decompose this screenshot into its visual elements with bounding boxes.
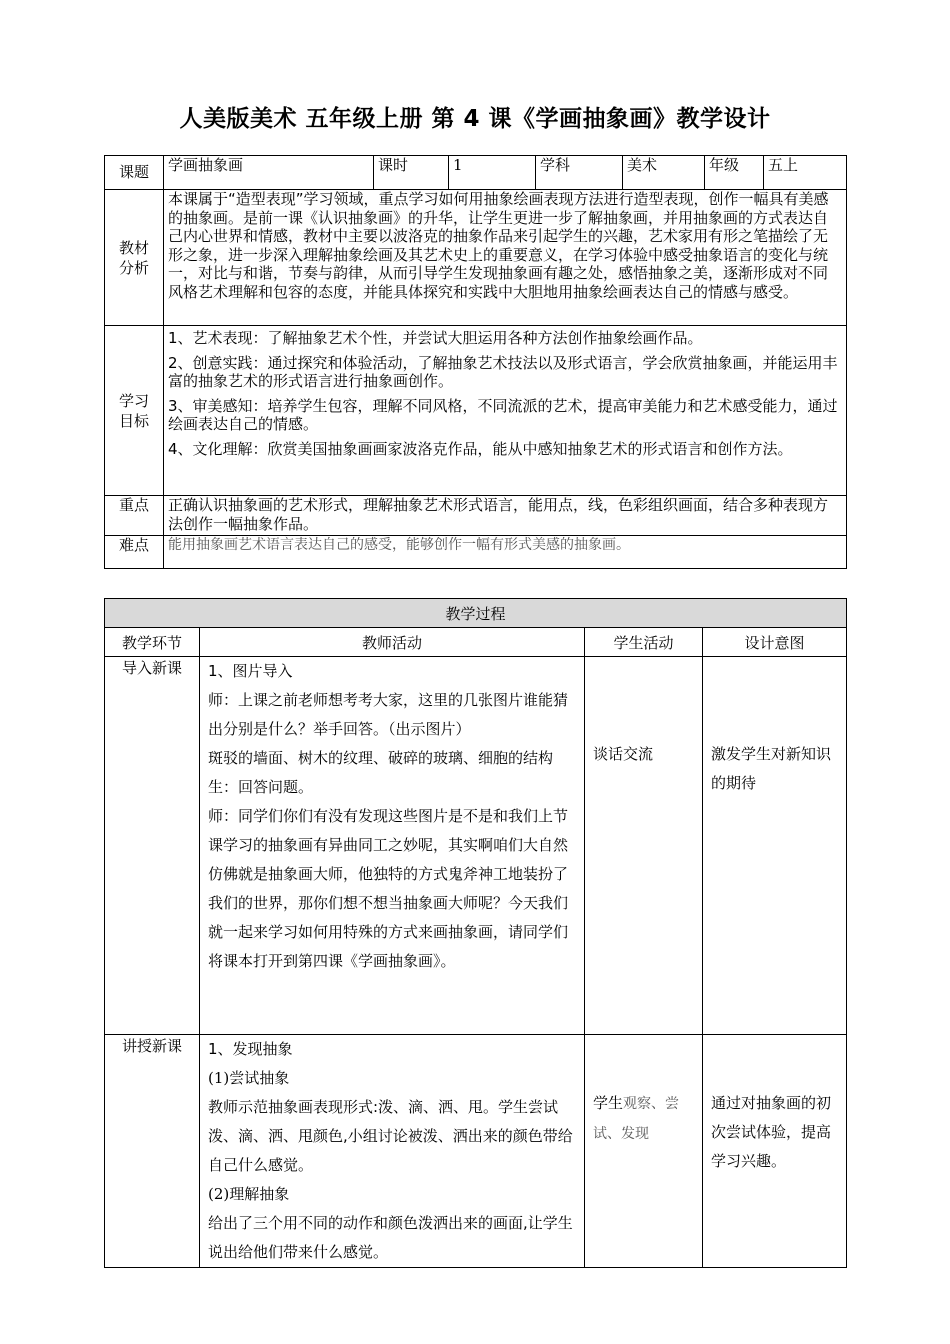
student-activity: 学生观察、尝试、发现 (585, 1035, 703, 1268)
key-label: 重点 (105, 496, 164, 536)
info-table (104, 155, 847, 569)
column-header: 教师活动 (200, 628, 585, 657)
student-activity: 谈话交流 (585, 657, 703, 1035)
stage-cell: 导入新课 (105, 657, 200, 1035)
teacher-line: (2)理解抽象 (208, 1185, 290, 1203)
teacher-line: 1、发现抽象 (208, 1040, 293, 1058)
column-header: 学生活动 (585, 628, 703, 657)
difficulty-text: 能用抽象画艺术语言表达自己的感受，能够创作一幅有形式美感的抽象画。 (164, 536, 847, 569)
column-header: 教学环节 (105, 628, 200, 657)
grade-label: 年级 (705, 156, 764, 190)
subject-label: 学科 (536, 156, 623, 190)
teacher-line: 师：上课之前老师想考考大家，这里的几张图片谁能猜出分别是什么？举手回答。（出示图片） (208, 691, 569, 738)
process-table (104, 598, 847, 1268)
teacher-line: 师：同学们你们有没有发现这些图片是不是和我们上节课学习的抽象画有异曲同工之妙呢，其实啊咱们大自然仿佛就是抽象画大师，他独特的方式鬼斧神工地装扮了我们的世界，那你们想不想当抽象画大师呢？今天我们就一起来学习如何用特殊的方式来画抽象画，请同学们将课本打开到第四课《学画抽象画》。 (208, 807, 569, 970)
teacher-line: (1)尝试抽象 (208, 1069, 290, 1087)
goals-label: 学习目标 (105, 326, 164, 496)
teacher-line: 生：回答问题。 (208, 778, 314, 796)
goal-item: 4、文化理解：欣赏美国抽象画画家波洛克作品，能从中感知抽象艺术的形式语言和创作方法。 (168, 439, 793, 458)
teacher-activity (200, 657, 585, 1035)
analysis-text: 本课属于“造型表现”学习领域，重点学习如何用抽象绘画表现方法进行造型表现，创作一幅具有美感的抽象画。是前一课《认识抽象画》的升华，让学生更进一步了解抽象画，并用抽象画的方式表达自己内心世界和情感，教材中主要以波洛克的抽象作品来引起学生的兴趣，艺术家用有形之笔描绘了无形之象，进一步深入理解抽象绘画及其艺术史上的重要意义，在学习体验中感受抽象语言的变化与统一，对比与和谐，节奏与韵律，从而引导学生发现抽象画有趣之处，感悟抽象之美，逐渐形成对不同风格艺术理解和包容的态度，并能具体探究和实践中大胆地用抽象绘画表达自己的情感与感受。 (164, 190, 847, 326)
grade-value: 五上 (764, 156, 847, 190)
column-header: 设计意图 (703, 628, 847, 657)
teacher-line: 1、图片导入 (208, 662, 293, 680)
teacher-line: 教师示范抽象画表现形式:泼、滴、洒、甩。学生尝试泼、滴、洒、甩颜色,小组讨论被泼、洒出来的颜色带给自己什么感觉。 (208, 1098, 573, 1174)
goal-item: 3、审美感知：培养学生包容，理解不同风格，不同流派的艺术，提高审美能力和艺术感受能力，通过绘画表达自己的情感。 (168, 396, 838, 433)
key-text: 正确认识抽象画的艺术形式，理解抽象艺术形式语言，能用点，线，色彩组织画面，结合多种表现方法创作一幅抽象作品。 (164, 496, 847, 536)
page-title: 人美版美术 五年级上册 第 4 课《学画抽象画》教学设计 (179, 106, 771, 132)
analysis-label: 教材分析 (105, 190, 164, 326)
hours-label: 课时 (374, 156, 449, 190)
goal-item: 2、创意实践：通过探究和体验活动，了解抽象艺术技法以及形式语言，学会欣赏抽象画，并能运用丰富的抽象艺术的形式语言进行抽象画创作。 (168, 353, 838, 390)
goal-item: 1、艺术表现：了解抽象艺术个性，并尝试大胆运用各种方法创作抽象绘画作品。 (168, 329, 703, 347)
topic-value: 学画抽象画 (164, 156, 374, 190)
subject-value: 美术 (623, 156, 705, 190)
design-intent: 通过对抽象画的初次尝试体验，提高学习兴趣。 (703, 1035, 847, 1268)
goals-list (164, 326, 847, 496)
teacher-line: 斑驳的墙面、树木的纹理、破碎的玻璃、细胞的结构 (208, 749, 554, 767)
design-intent: 激发学生对新知识的期待 (703, 657, 847, 1035)
topic-label: 课题 (105, 156, 164, 190)
difficulty-label: 难点 (105, 536, 164, 569)
hours-value: 1 (449, 156, 536, 190)
table-row (105, 1035, 847, 1268)
teacher-line: 给出了三个用不同的动作和颜色泼洒出来的画面,让学生说出给他们带来什么感觉。 (208, 1214, 573, 1261)
table-row (105, 657, 847, 1035)
teacher-activity (200, 1035, 585, 1268)
stage-cell: 讲授新课 (105, 1035, 200, 1268)
process-header: 教学过程 (105, 599, 847, 628)
